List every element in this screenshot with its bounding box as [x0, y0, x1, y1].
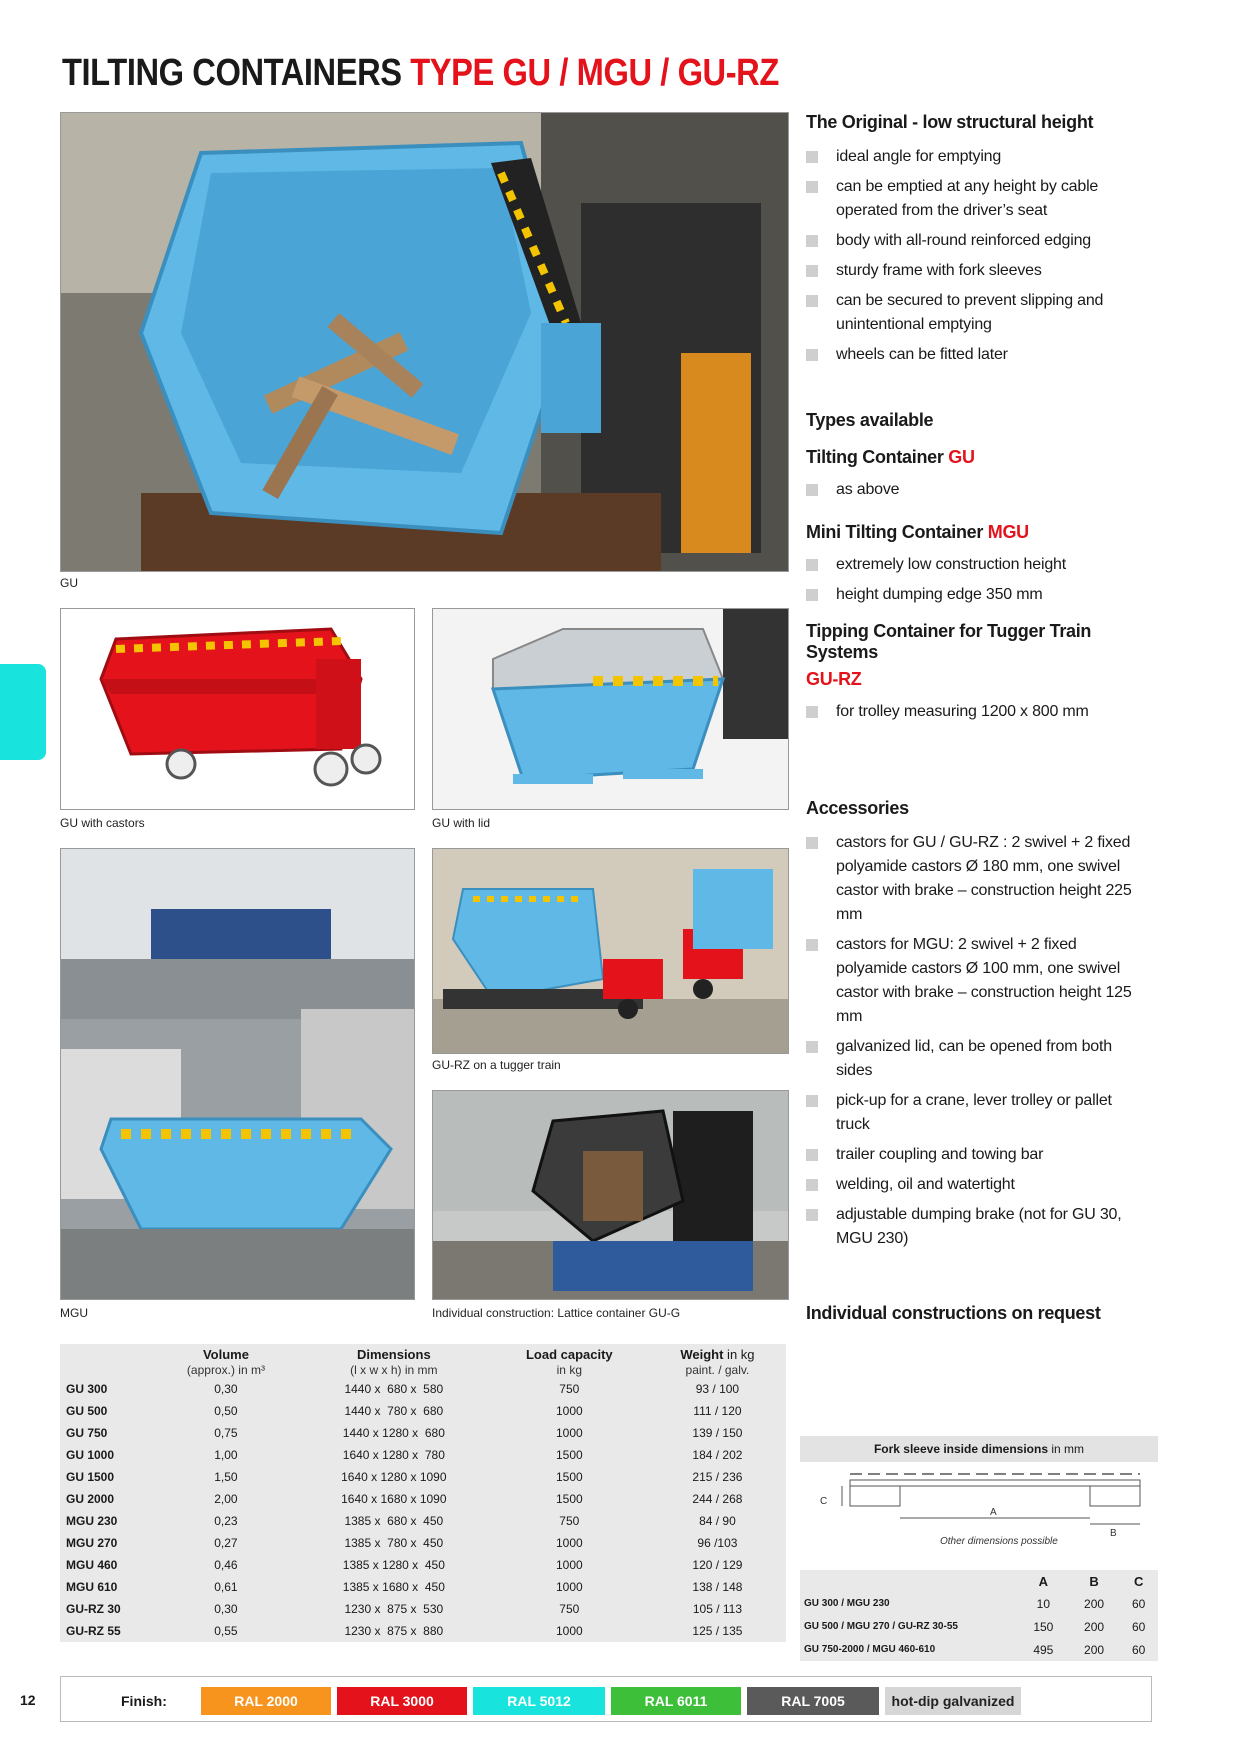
table-cell: 1000 — [555, 1624, 583, 1638]
finish-option-ral-7005: RAL 7005 — [747, 1687, 879, 1715]
table-cell: 0,75 — [214, 1426, 238, 1440]
table-cell: 120 / 129 — [692, 1558, 743, 1572]
table-cell: 1230 x 875 x 530 — [344, 1602, 444, 1616]
dim-a-label: A — [990, 1507, 997, 1518]
finish-bar — [60, 1676, 1152, 1722]
table-cell: 1000 — [555, 1404, 583, 1418]
table-cell: 138 / 148 — [692, 1580, 743, 1594]
table-cell: 244 / 268 — [692, 1492, 743, 1506]
rz-heading: Tipping Container for Tugger Train Systems — [806, 621, 1092, 662]
caption-gu: GU — [60, 576, 78, 590]
mgu-list — [806, 553, 1146, 607]
table-cell: 1385 x 1680 x 450 — [342, 1580, 445, 1594]
table-cell: 200 — [1084, 1642, 1105, 1657]
individual-heading: Individual constructions on request — [806, 1303, 1101, 1323]
features-section — [806, 112, 1146, 373]
list-item: wheels can be fitted later — [806, 343, 1146, 367]
list-item: ideal angle for emptying — [806, 145, 1146, 169]
dim-b-label: B — [1110, 1528, 1117, 1539]
table-row — [60, 1422, 786, 1444]
model-cell: GU-RZ 55 — [66, 1624, 121, 1638]
list-item: can be secured to prevent slipping and unintentional emptying — [806, 289, 1146, 337]
col-header: C — [1133, 1573, 1144, 1589]
types-heading: Types available — [806, 410, 934, 430]
list-item: height dumping edge 350 mm — [806, 583, 1146, 607]
col-subheader: in kg — [556, 1363, 582, 1377]
table-row — [800, 1615, 1158, 1638]
list-item: galvanized lid, can be opened from both sides — [806, 1035, 1146, 1083]
fork-sleeve-panel — [800, 1436, 1158, 1656]
table-cell: 0,23 — [214, 1514, 238, 1528]
finish-option-ral-2000: RAL 2000 — [201, 1687, 331, 1715]
finish-label: Finish: — [121, 1693, 167, 1709]
table-cell: 105 / 113 — [692, 1602, 742, 1616]
table-cell: 1640 x 1280 x 1090 — [341, 1470, 447, 1484]
diagram-note: Other dimensions possible — [940, 1536, 1058, 1547]
caption-gu-lid: GU with lid — [432, 816, 491, 830]
col-header: Volume — [202, 1347, 249, 1362]
col-header: B — [1089, 1573, 1099, 1589]
table-cell: 0,27 — [214, 1536, 238, 1550]
table-cell: 150 — [1033, 1619, 1054, 1634]
page-title: TILTING CONTAINERS TYPE GU / MGU / GU-RZ — [62, 52, 779, 94]
table-cell: 10 — [1036, 1596, 1051, 1611]
model-cell: GU 1000 — [66, 1448, 115, 1462]
types-section — [806, 410, 1146, 730]
photo-gu-rz — [432, 848, 789, 1054]
table-cell: 60 — [1132, 1596, 1146, 1611]
table-cell: 1000 — [555, 1558, 583, 1572]
col-subheader — [60, 1362, 154, 1378]
table-row — [60, 1620, 786, 1642]
table-header-row — [800, 1570, 1158, 1592]
accessories-list — [806, 831, 1146, 1251]
list-item: extremely low construction height — [806, 553, 1146, 577]
table-cell: 750 — [559, 1602, 580, 1616]
table-cell: 1,50 — [214, 1470, 238, 1484]
col-header: A — [1038, 1573, 1049, 1589]
list-item: pick-up for a crane, lever trolley or pallet truck — [806, 1089, 1146, 1137]
spec-table-body — [60, 1378, 786, 1642]
table-row — [60, 1378, 786, 1400]
model-cell: GU 300 — [66, 1382, 108, 1396]
fork-sleeve-diagram — [800, 1466, 1158, 1570]
finish-option-ral-6011: RAL 6011 — [611, 1687, 741, 1715]
gu-heading: Tilting Container GU — [806, 447, 975, 467]
caption-gu-castors: GU with castors — [60, 816, 145, 830]
list-item: can be emptied at any height by cable operated from the driver’s seat — [806, 175, 1146, 223]
model-cell: MGU 270 — [66, 1536, 118, 1550]
list-item: sturdy frame with fork sleeves — [806, 259, 1146, 283]
model-cell: GU 300 / MGU 230 — [804, 1598, 890, 1609]
list-item: adjustable dumping brake (not for GU 30, MGU 230) — [806, 1203, 1146, 1251]
table-cell: 0,46 — [214, 1558, 238, 1572]
table-cell: 125 / 135 — [692, 1624, 743, 1638]
table-cell: 200 — [1084, 1596, 1105, 1611]
table-row — [800, 1638, 1158, 1661]
table-row — [60, 1466, 786, 1488]
table-cell: 60 — [1132, 1642, 1146, 1657]
table-cell: 1500 — [555, 1448, 583, 1462]
table-cell: 1385 x 680 x 450 — [344, 1514, 444, 1528]
table-cell: 750 — [559, 1514, 580, 1528]
fork-sleeve-table-body — [800, 1592, 1158, 1661]
accessories-heading: Accessories — [806, 798, 909, 818]
accessories-section — [806, 798, 1146, 1324]
dim-c-label: C — [820, 1496, 828, 1507]
table-cell: 60 — [1132, 1619, 1146, 1634]
table-row — [60, 1576, 786, 1598]
list-item: body with all-round reinforced edging — [806, 229, 1146, 253]
list-item: as above — [806, 478, 1146, 502]
finish-option-hot-dip-galvanized: hot-dip galvanized — [885, 1687, 1021, 1715]
model-cell: GU 2000 — [66, 1492, 115, 1506]
col-subheader: paint. / galv. — [685, 1363, 750, 1377]
list-item: castors for MGU: 2 swivel + 2 fixed polyamide castors Ø 100 mm, one swivel castor with brake – construction height 125 mm — [806, 933, 1146, 1029]
table-cell: 215 / 236 — [692, 1470, 743, 1484]
col-header: Dimensions — [356, 1347, 431, 1362]
table-header-row — [60, 1344, 786, 1362]
finish-option-ral-3000: RAL 3000 — [337, 1687, 467, 1715]
photo-gu-main — [60, 112, 789, 572]
table-row — [60, 1400, 786, 1422]
fork-sleeve-table — [800, 1570, 1158, 1661]
model-cell: MGU 610 — [66, 1580, 118, 1594]
table-cell: 1385 x 1280 x 450 — [342, 1558, 445, 1572]
list-item: castors for GU / GU-RZ : 2 swivel + 2 fixed polyamide castors Ø 180 mm, one swivel castor with brake – construction height 225 mm — [806, 831, 1146, 927]
table-cell: 1230 x 875 x 880 — [344, 1624, 444, 1638]
table-cell: 84 / 90 — [699, 1514, 736, 1528]
table-cell: 200 — [1084, 1619, 1105, 1634]
finish-option-ral-5012: RAL 5012 — [473, 1687, 605, 1715]
table-row — [60, 1554, 786, 1576]
section-tab — [0, 664, 46, 760]
caption-mgu: MGU — [60, 1306, 88, 1320]
col-subheader: (l x w x h) in mm — [350, 1363, 438, 1377]
model-cell: GU 1500 — [66, 1470, 115, 1484]
table-cell: 1500 — [555, 1470, 583, 1484]
page-number: 12 — [20, 1692, 36, 1708]
gu-list — [806, 478, 1146, 502]
model-cell: MGU 230 — [66, 1514, 118, 1528]
photo-gu-lid — [432, 608, 789, 810]
rz-code: GU-RZ — [806, 669, 862, 689]
table-cell: 0,30 — [214, 1382, 238, 1396]
table-cell: 495 — [1033, 1642, 1054, 1657]
table-row — [800, 1592, 1158, 1615]
table-cell: 93 / 100 — [695, 1382, 740, 1396]
table-cell: 1000 — [555, 1426, 583, 1440]
features-heading: The Original - low structural height — [806, 112, 1094, 132]
table-cell: 2,00 — [214, 1492, 238, 1506]
table-cell: 1640 x 1280 x 780 — [342, 1448, 445, 1462]
features-list — [806, 145, 1146, 367]
fork-sleeve-heading: Fork sleeve inside dimensions in mm — [800, 1436, 1158, 1462]
col-header — [800, 1570, 1018, 1592]
list-item: welding, oil and watertight — [806, 1173, 1146, 1197]
table-cell: 1440 x 780 x 680 — [344, 1404, 444, 1418]
list-item: trailer coupling and towing bar — [806, 1143, 1146, 1167]
table-cell: 1440 x 680 x 580 — [344, 1382, 444, 1396]
model-cell: GU 750-2000 / MGU 460-610 — [804, 1644, 936, 1655]
caption-gu-rz: GU-RZ on a tugger train — [432, 1058, 561, 1072]
col-header — [60, 1344, 154, 1362]
col-header: Load capacity — [525, 1347, 613, 1362]
table-cell: 139 / 150 — [692, 1426, 743, 1440]
table-cell: 1,00 — [214, 1448, 238, 1462]
caption-lattice: Individual construction: Lattice container GU-G — [432, 1306, 681, 1320]
table-cell: 1440 x 1280 x 680 — [342, 1426, 445, 1440]
model-cell: GU 500 / MGU 270 / GU-RZ 30-55 — [804, 1621, 958, 1632]
table-cell: 111 / 120 — [693, 1404, 742, 1418]
table-cell: 1000 — [555, 1536, 583, 1550]
table-row — [60, 1598, 786, 1620]
table-row — [60, 1488, 786, 1510]
model-cell: GU 500 — [66, 1404, 108, 1418]
model-cell: GU-RZ 30 — [66, 1602, 121, 1616]
col-subheader: (approx.) in m³ — [186, 1363, 265, 1377]
table-cell: 1385 x 780 x 450 — [344, 1536, 444, 1550]
model-cell: MGU 460 — [66, 1558, 118, 1572]
table-cell: 1000 — [555, 1580, 583, 1594]
table-row — [60, 1510, 786, 1532]
table-row — [60, 1532, 786, 1554]
table-cell: 0,55 — [214, 1624, 238, 1638]
mgu-heading: Mini Tilting Container MGU — [806, 522, 1029, 542]
table-row — [60, 1444, 786, 1466]
photo-mgu — [60, 848, 415, 1300]
photo-gu-castors — [60, 608, 415, 810]
col-header: Weight in kg — [680, 1347, 755, 1362]
photo-lattice — [432, 1090, 789, 1300]
table-cell: 96 /103 — [697, 1536, 738, 1550]
table-cell: 0,50 — [214, 1404, 238, 1418]
table-cell: 0,61 — [214, 1580, 238, 1594]
table-cell: 1500 — [555, 1492, 583, 1506]
spec-table — [60, 1344, 786, 1642]
rz-list — [806, 700, 1146, 724]
model-cell: GU 750 — [66, 1426, 108, 1440]
table-cell: 1640 x 1680 x 1090 — [341, 1492, 447, 1506]
table-cell: 0,30 — [214, 1602, 238, 1616]
list-item: for trolley measuring 1200 x 800 mm — [806, 700, 1146, 724]
table-cell: 750 — [559, 1382, 580, 1396]
table-cell: 184 / 202 — [692, 1448, 743, 1462]
table-subheader-row — [60, 1362, 786, 1378]
